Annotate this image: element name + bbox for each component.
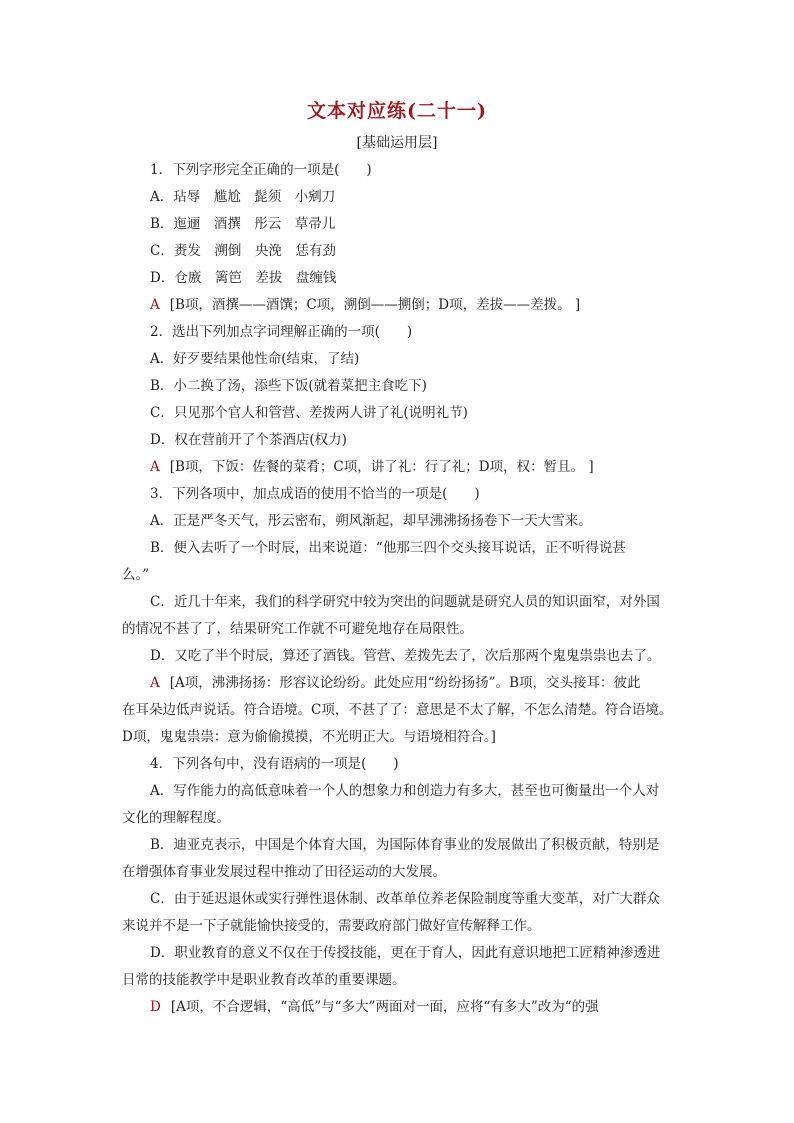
answer-letter: A bbox=[150, 297, 160, 313]
q1-option-a: A．玷辱 尴尬 髭须 小剜刀 bbox=[150, 189, 336, 205]
answer-explanation: [A项，不合逻辑，“高低”与“多大”两面对一面，应将“有多大”改为“的强 bbox=[170, 999, 599, 1015]
q1-option-d: D．仓廒 篱笆 差拔 盘缠钱 bbox=[150, 270, 337, 286]
q3-option-b-line1: B．便入去听了一个时辰，出来说道：“他那三四个交头接耳说话，正不听得说甚 bbox=[150, 540, 626, 556]
q3-stem: 3．下列各项中，加点成语的使用不恰当的一项是( ) bbox=[150, 486, 480, 502]
q3-answer-line3: D项，鬼鬼祟祟：意为偷偷摸摸，不光明正大。与语境相符合。] bbox=[122, 729, 496, 745]
q4-option-d-line2: 日常的技能教学中是职业教育改革的重要课题。 bbox=[122, 972, 406, 988]
answer-letter: A bbox=[150, 675, 160, 691]
q4-option-a-line1: A．写作能力的高低意味着一个人的想象力和创造力有多大，甚至也可衡量出一个人对 bbox=[150, 783, 660, 799]
q3-answer-line2: 在耳朵边低声说话。符合语境。C项，不甚了了：意思是不太了解，不怎么清楚。符合语境。 bbox=[122, 702, 673, 718]
q2-stem: 2．选出下列加点字词理解正确的一项( ) bbox=[150, 324, 413, 340]
answer-letter: A bbox=[150, 459, 160, 475]
q4-option-a-line2: 文化的理解程度。 bbox=[122, 810, 230, 826]
section-heading: [基础运用层] bbox=[356, 135, 438, 151]
q1-stem: 1．下列字形完全正确的一项是( ) bbox=[150, 162, 372, 178]
q3-option-d: D．又吃了半个时辰，算还了酒钱。管营、差拨先去了，次后那两个鬼鬼祟祟也去了。 bbox=[150, 648, 661, 664]
q1-option-b: B．迤逦 酒撰 彤云 草帚儿 bbox=[150, 216, 336, 232]
q3-option-c-line1: C．近几十年来，我们的科学研究中较为突出的问题就是研究人员的知识面窄，对外国 bbox=[150, 594, 660, 610]
q2-answer bbox=[122, 454, 676, 481]
answer-explanation: [A项，沸沸扬扬：形容议论纷纷。此处应用“纷纷扬扬”。B项，交头接耳：彼此 bbox=[169, 675, 641, 691]
q2-option-c: C．只见那个官人和管营、差拨两人讲了礼(说明礼节) bbox=[150, 405, 468, 421]
answer-letter: D bbox=[150, 999, 161, 1015]
q3-option-a: A．正是严冬天气，彤云密布，朔风渐起，却早沸沸扬扬卷下一天大雪来。 bbox=[150, 513, 592, 529]
q4-stem: 4．下列各句中，没有语病的一项是( ) bbox=[150, 756, 399, 772]
q3-option-b-line2: 么。” bbox=[122, 567, 150, 583]
q4-option-d-line1: D．职业教育的意义不仅在于传授技能，更在于育人，因此有意识地把工匠精神渗透进 bbox=[150, 945, 661, 961]
answer-explanation: [B项，下饭：佐餐的菜肴；C项，讲了礼：行了礼；D项，权：暂且。 ] bbox=[169, 459, 594, 475]
q3-answer-line1 bbox=[122, 670, 676, 697]
question-content bbox=[122, 157, 676, 1021]
q2-option-a: A．好歹要结果他性命(结束，了结) bbox=[150, 351, 360, 367]
q3-option-c-line2: 的情况不甚了了，结果研究工作就不可避免地存在局限性。 bbox=[122, 621, 473, 637]
q4-option-b-line2: 在增强体育事业发展过程中推动了田径运动的大发展。 bbox=[122, 864, 446, 880]
q2-option-b: B．小二换了汤，添些下饭(就着菜把主食吃下) bbox=[150, 378, 427, 394]
q4-option-c-line1: C．由于延迟退休或实行弹性退休制、改革单位养老保险制度等重大变革，对广大群众 bbox=[150, 891, 660, 907]
q1-option-c: C．赉发 溯倒 央浼 恁有劲 bbox=[150, 243, 336, 259]
q4-option-b-line1: B．迪亚克表示，中国是个体育大国，为国际体育事业的发展做出了积极贡献，特别是 bbox=[150, 837, 660, 853]
q2-option-d: D．权在营前开了个茶酒店(权力) bbox=[150, 432, 347, 448]
q4-option-c-line2: 来说并不是一下子就能愉快接受的，需要政府部门做好宣传解释工作。 bbox=[122, 918, 541, 934]
q1-answer bbox=[122, 292, 676, 319]
answer-explanation: [B项，酒撰——酒馔；C项，溯倒——搠倒；D项，差拔——差拨。 ] bbox=[169, 297, 581, 313]
page-title: 文本对应练(二十一) bbox=[307, 100, 487, 122]
q4-answer-line1 bbox=[122, 994, 676, 1021]
